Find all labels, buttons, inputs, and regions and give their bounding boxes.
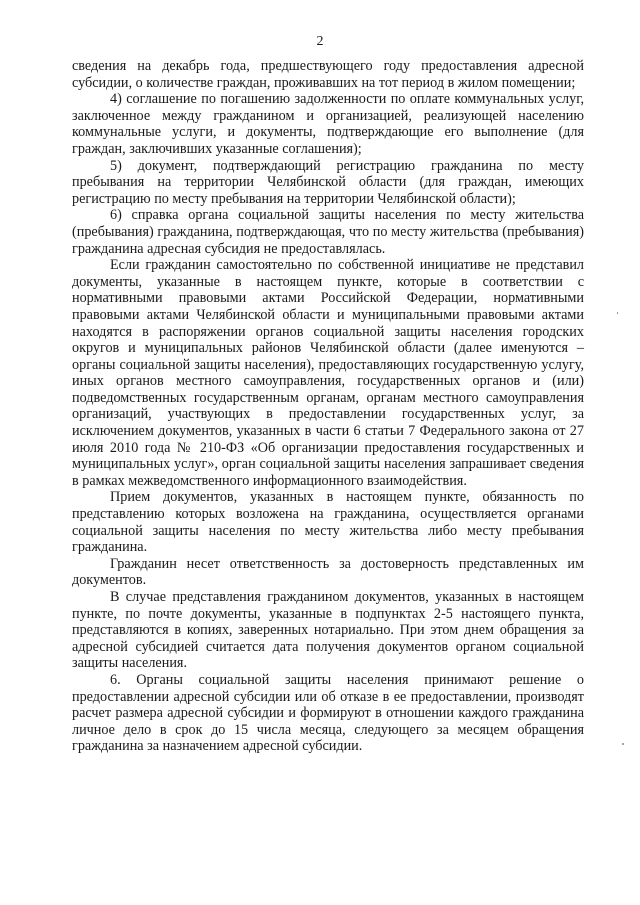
document-body (72, 58, 584, 755)
page-number: 2 (316, 34, 324, 49)
paragraph-citizen-responsibility: Гражданин несет ответственность за достоверность представленных им документов. (72, 555, 584, 589)
paragraph-item-6: 6) справка органа социальной защиты населения по месту жительства (пребывания) гражданина, подтверждающая, что по месту жительства (пребывания) гражданина адресная субсидия не предоставлялась. (72, 207, 584, 257)
paragraph-item-5: 5) документ, подтверждающий регистрацию гражданина по месту пребывания на территории Челябинской области (для граждан, имеющих регистрацию по месту пребывания на территории Челябинской области); (72, 157, 584, 207)
paragraph-interagency-request: Если гражданин самостоятельно по собственной инициативе не представил документы, указанные в настоящем пункте, которые в соответствии с нормативными правовыми актами Российской Федерации, нормативными правовыми актами Челябинской области и муниципальными правовыми актами находятся в распоряжении органов социальной защиты населения городских округов и муниципальных районов Челябинской области (далее именуются – органы социальной защиты населения), предоставляющих государственную услугу, иных органов местного самоуправления, государственных органов и (или) подведомственных государственным органам, органам местного самоуправления организаций, участвующих в предоставлении государственных услуг, за исключением документов, указанных в части 6 статьи 7 Федерального закона от 27 июля 2010 года № 210-ФЗ «Об организации предоставления государственных и муниципальных услуг», орган социальной защиты населения запрашивает сведения в рамках межведомственного информационного взаимодействия. (72, 257, 584, 489)
paragraph-item-4: 4) соглашение по погашению задолженности по оплате коммунальных услуг, заключенное между гражданином и организацией, реализующей населению коммунальные услуги, и документы, подтверждающие его выполнение (для граждан, заключивших указанные соглашения); (72, 91, 584, 157)
scan-speck (617, 312, 618, 314)
scan-speck (622, 743, 624, 745)
paragraph-continuation: сведения на декабрь года, предшествующего году предоставления адресной субсидии, о количестве граждан, проживавших на тот период в жилом помещении; (72, 58, 584, 91)
paragraph-document-acceptance: Прием документов, указанных в настоящем пункте, обязанность по представлению которых возложена на гражданина, осуществляется органами социальной защиты населения по месту жительства либо месту пребывания гражданина. (72, 489, 584, 556)
paragraph-postal-submission: В случае представления гражданином документов, указанных в настоящем пункте, по почте документы, указанные в подпунктах 2-5 настоящего пункта, представляются в копиях, заверенных нотариально. При этом днем обращения за адресной субсидией считается дата получения документов органом социальной защиты населения. (72, 589, 584, 672)
paragraph-section-6: 6. Органы социальной защиты населения принимают решение о предоставлении адресной субсидии или об отказе в ее предоставлении, производят расчет размера адресной субсидии и формируют в отношении каждого гражданина личное дело в срок до 15 числа месяца, следующего за месяцем обращения гражданина за назначением адресной субсидии. (72, 671, 584, 755)
